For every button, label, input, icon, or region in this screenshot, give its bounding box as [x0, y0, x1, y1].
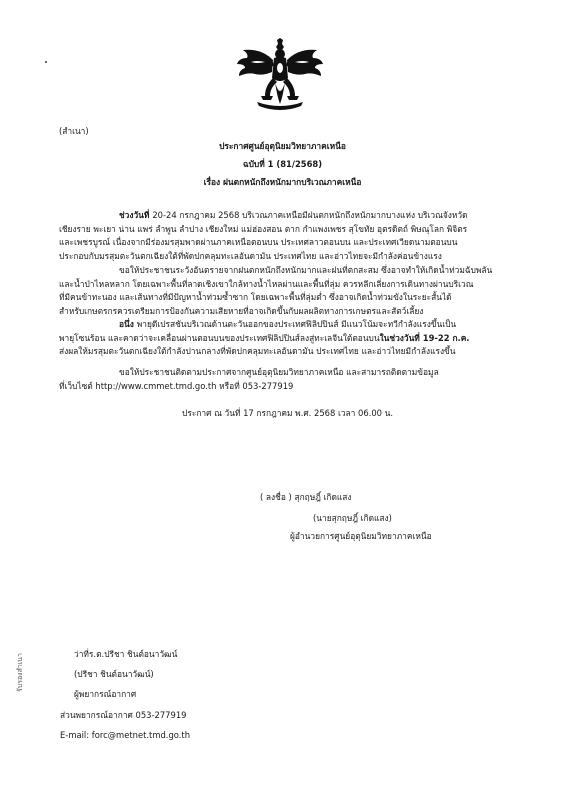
paragraph-line: ช่วงวันที่ 20-24 กรกฎาคม 2568 บริเวณภาคเหนือมีฝนตกหนักถึงหนักมากบางแห่ง บริเวณจังหวัด	[119, 210, 468, 220]
paragraph-line: ขอให้ประชาชนระวังอันตรายจากฝนตกหนักถึงหนักมากและฝนที่ตกสะสม ซึ่งอาจทำให้เกิดน้ำท่วมฉับพลัน	[119, 265, 493, 275]
announcement-subject: เรื่อง ฝนตกหนักถึงหนักมากบริเวณภาคเหนือ	[203, 177, 362, 187]
certified-stamp: รับรองสำเนา	[16, 653, 24, 692]
copy-label: (สำเนา)	[59, 126, 89, 136]
signature-line: ( ลงชื่อ ) สุกฤษฎิ์ เกิดแสง	[260, 492, 352, 502]
certifier-name: (ปรีชา ชินต์อนาวัฒน์)	[74, 669, 154, 679]
signatory-name: (นายสุกฤษฎิ์ เกิดแสง)	[313, 513, 392, 523]
paragraph-line: สำหรับเกษตรกรควรเตรียมการป้องกันความเสียหายที่อาจเกิดขึ้นกับผลผลิตทางการเกษตรและสัตว์เลี้ยง	[59, 305, 424, 316]
signatory-position: ผู้อำนวยการศูนย์อุตุนิยมวิทยาภาคเหนือ	[290, 531, 432, 541]
paragraph-storm	[59, 318, 470, 359]
issued-date: ประกาศ ณ วันที่ 17 กรกฎาคม พ.ศ. 2568 เวลา 06.00 น.	[182, 408, 394, 418]
paragraph-forecast	[59, 209, 468, 263]
paragraph-line: และเพชรบูรณ์ เนื่องจากมีร่องมรสุมพาดผ่านภาคเหนือตอนบน ประเทศลาวตอนบน และประเทศเวียดนามตอนบน	[59, 237, 458, 248]
scan-speck	[45, 61, 47, 63]
paragraph-line: ขอให้ประชาชนติดตามประกาศจากศูนย์อุตุนิยมวิทยาภาคเหนือ และสามารถติดตามข้อมูล	[119, 367, 439, 377]
paragraph-line: ที่เว็บไซต์ http://www.cmmet.tmd.go.th หรือที่ 053-277919	[59, 380, 294, 391]
contact-phone: ส่วนพยากรณ์อากาศ 053-277919	[60, 710, 187, 720]
certifier: ว่าที่ร.ต.ปรีชา ชินต์อนาวัฒน์	[74, 649, 178, 659]
paragraph-line: อนึ่ง พายุดีเปรสชันบริเวณด้านตะวันออกของประเทศฟิลิปปินส์ มีแนวโน้มจะทวีกำลังแรงขึ้นเป็น	[119, 319, 457, 329]
paragraph-line: และน้ำป่าไหลหลาก โดยเฉพาะพื้นที่ลาดเชิงเขาใกล้ทางน้ำไหลผ่านและพื้นที่ลุ่ม ควรหลีกเลี่ยงการเดินทางผ่านบริเวณ	[59, 278, 474, 289]
paragraph-line: เชียงราย พะเยา น่าน แพร่ ลำพูน ลำปาง เชียงใหม่ แม่ฮ่องสอน ตาก กำแพงเพชร สุโขทัย อุตรดิตถ์ พิษณุโลก พิจิตร	[59, 223, 468, 234]
storm-dates: ในช่วงวันที่ 19-22 ก.ค.	[379, 332, 470, 343]
paragraph-line: ส่งผลให้มรสุมตะวันตกเฉียงใต้กำลังปานกลางที่พัดปกคลุมทะเลอันดามัน ประเทศไทย และอ่าวไทยมีกำลังแรงขึ้น	[59, 346, 456, 357]
paragraph-contact	[59, 366, 439, 393]
announcement-number: ฉบับที่ 1 (81/2568)	[242, 159, 323, 169]
paragraph-line: ประกอบกับมรสุมตะวันตกเฉียงใต้ที่พัดปกคลุมทะเลอันดามัน ประเทศไทย และอ่าวไทยจะมีกำลังค่อนข้างแรง	[59, 250, 442, 261]
paragraph-line: ที่มีคนข้าทะนอง และเส้นทางที่มีปัญหาน้ำท่วมซ้ำซาก โดยเฉพาะพื้นที่ลุ่มต่ำ ซึ่งอาจเกิดน้ำท่วมขังในระยะสั้นได้	[59, 292, 452, 303]
certifier-role: ผู้พยากรณ์อากาศ	[74, 689, 137, 699]
contact-email: E-mail: forc@metnet.tmd.go.th	[60, 730, 191, 740]
paragraph-line: พายุโซนร้อน และคาดว่าจะเคลื่อนผ่านตอนบนของประเทศฟิลิปปินส์ลงสู่ทะเลจีนใต้ตอนบนในช่วงวันที่ 19-22 ก.ค.	[59, 332, 470, 343]
announcement-title: ประกาศศูนย์อุตุนิยมวิทยาภาคเหนือ	[219, 141, 346, 151]
garuda-emblem-icon	[235, 38, 325, 112]
date-range-label: ช่วงวันที่	[119, 210, 153, 220]
paragraph-warning	[59, 264, 492, 318]
note-label: อนึ่ง	[119, 319, 137, 329]
